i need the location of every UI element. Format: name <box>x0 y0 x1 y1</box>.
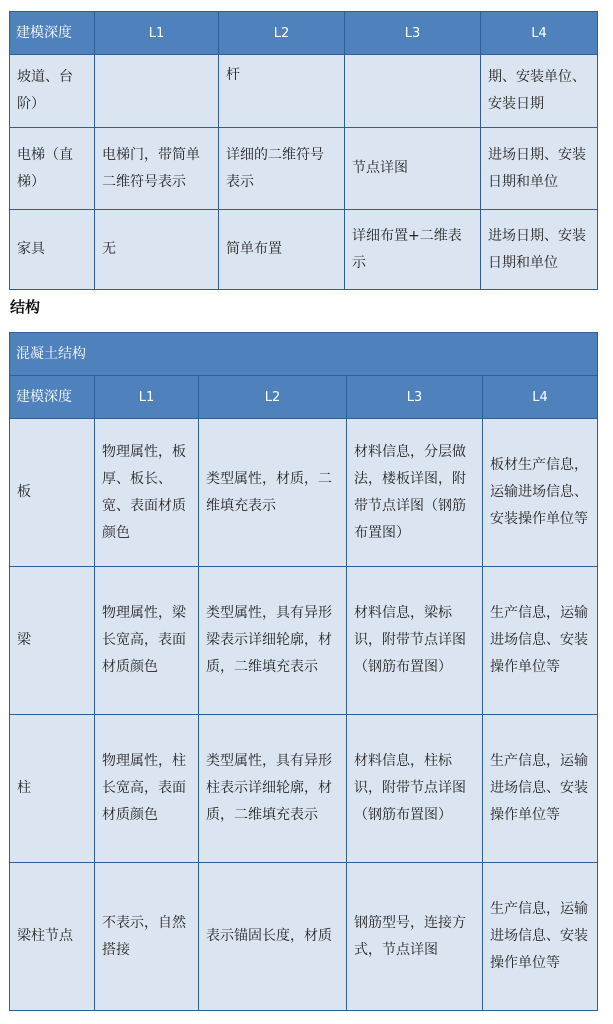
cell-l4: 生产信息，运输进场信息、安装操作单位等 <box>483 863 598 1011</box>
cell-l1: 物理属性，板厚、板长、宽、表面材质颜色 <box>95 419 199 567</box>
cell-l3: 材料信息，柱标识，附带节点详图（钢筋布置图） <box>347 715 483 863</box>
header-l2: L2 <box>219 12 345 55</box>
concrete-structure-table <box>9 332 598 1011</box>
section-title: 结构 <box>10 298 41 316</box>
cell-l1: 电梯门，带简单二维符号表示 <box>95 128 219 210</box>
cell-l2: 表示锚固长度，材质 <box>199 863 347 1011</box>
cell-l3: 详细布置+二维表示 <box>345 210 481 290</box>
header-modeling-depth: 建模深度 <box>10 12 95 55</box>
cell-l1: 无 <box>95 210 219 290</box>
cell-l2: 类型属性，具有异形梁表示详细轮廓，材质，二维填充表示 <box>199 567 347 715</box>
cell-l2: 简单布置 <box>219 210 345 290</box>
row-label: 电梯（直梯） <box>10 128 95 210</box>
cell-l4: 生产信息，运输进场信息、安装操作单位等 <box>483 715 598 863</box>
table-row <box>10 715 598 863</box>
header-l1: L1 <box>95 376 199 419</box>
table-row <box>10 567 598 715</box>
table-row <box>10 55 598 128</box>
header-l4: L4 <box>483 376 598 419</box>
header-l4: L4 <box>481 12 598 55</box>
row-label: 板 <box>10 419 95 567</box>
table-header-row <box>10 376 598 419</box>
cell-l3: 钢筋型号，连接方式，节点详图 <box>347 863 483 1011</box>
header-l3: L3 <box>347 376 483 419</box>
table-row <box>10 863 598 1011</box>
row-label: 柱 <box>10 715 95 863</box>
header-l2: L2 <box>199 376 347 419</box>
table-row <box>10 210 598 290</box>
row-label: 梁 <box>10 567 95 715</box>
cell-l4: 进场日期、安装日期和单位 <box>481 210 598 290</box>
row-label: 梁柱节点 <box>10 863 95 1011</box>
cell-l4: 生产信息，运输进场信息、安装操作单位等 <box>483 567 598 715</box>
cell-l4: 板材生产信息，运输进场信息、安装操作单位等 <box>483 419 598 567</box>
cell-l1 <box>95 55 219 128</box>
row-label: 坡道、台阶） <box>10 55 95 128</box>
table-row <box>10 128 598 210</box>
cell-l3: 节点详图 <box>345 128 481 210</box>
cell-l1: 物理属性，梁长宽高，表面材质颜色 <box>95 567 199 715</box>
cell-l2: 类型属性，具有异形柱表示详细轮廓，材质，二维填充表示 <box>199 715 347 863</box>
header-l1: L1 <box>95 12 219 55</box>
cell-l4: 进场日期、安装日期和单位 <box>481 128 598 210</box>
header-l3: L3 <box>345 12 481 55</box>
table-header-row <box>10 12 598 55</box>
table-row <box>10 419 598 567</box>
building-components-table <box>9 11 598 290</box>
cell-l2: 类型属性，材质，二维填充表示 <box>199 419 347 567</box>
cell-l2: 杆 <box>219 55 345 128</box>
header-modeling-depth: 建模深度 <box>10 376 95 419</box>
row-label: 家具 <box>10 210 95 290</box>
cell-l3: 材料信息，梁标识，附带节点详图（钢筋布置图） <box>347 567 483 715</box>
cell-l4: 期、安装单位、安装日期 <box>481 55 598 128</box>
cell-l2: 详细的二维符号表示 <box>219 128 345 210</box>
cell-l1: 不表示，自然搭接 <box>95 863 199 1011</box>
table-caption: 混凝土结构 <box>10 333 598 376</box>
cell-l1: 物理属性，柱长宽高，表面材质颜色 <box>95 715 199 863</box>
cell-l3 <box>345 55 481 128</box>
cell-l3: 材料信息，分层做法，楼板详图，附带节点详图（钢筋布置图） <box>347 419 483 567</box>
table-caption-row <box>10 333 598 376</box>
